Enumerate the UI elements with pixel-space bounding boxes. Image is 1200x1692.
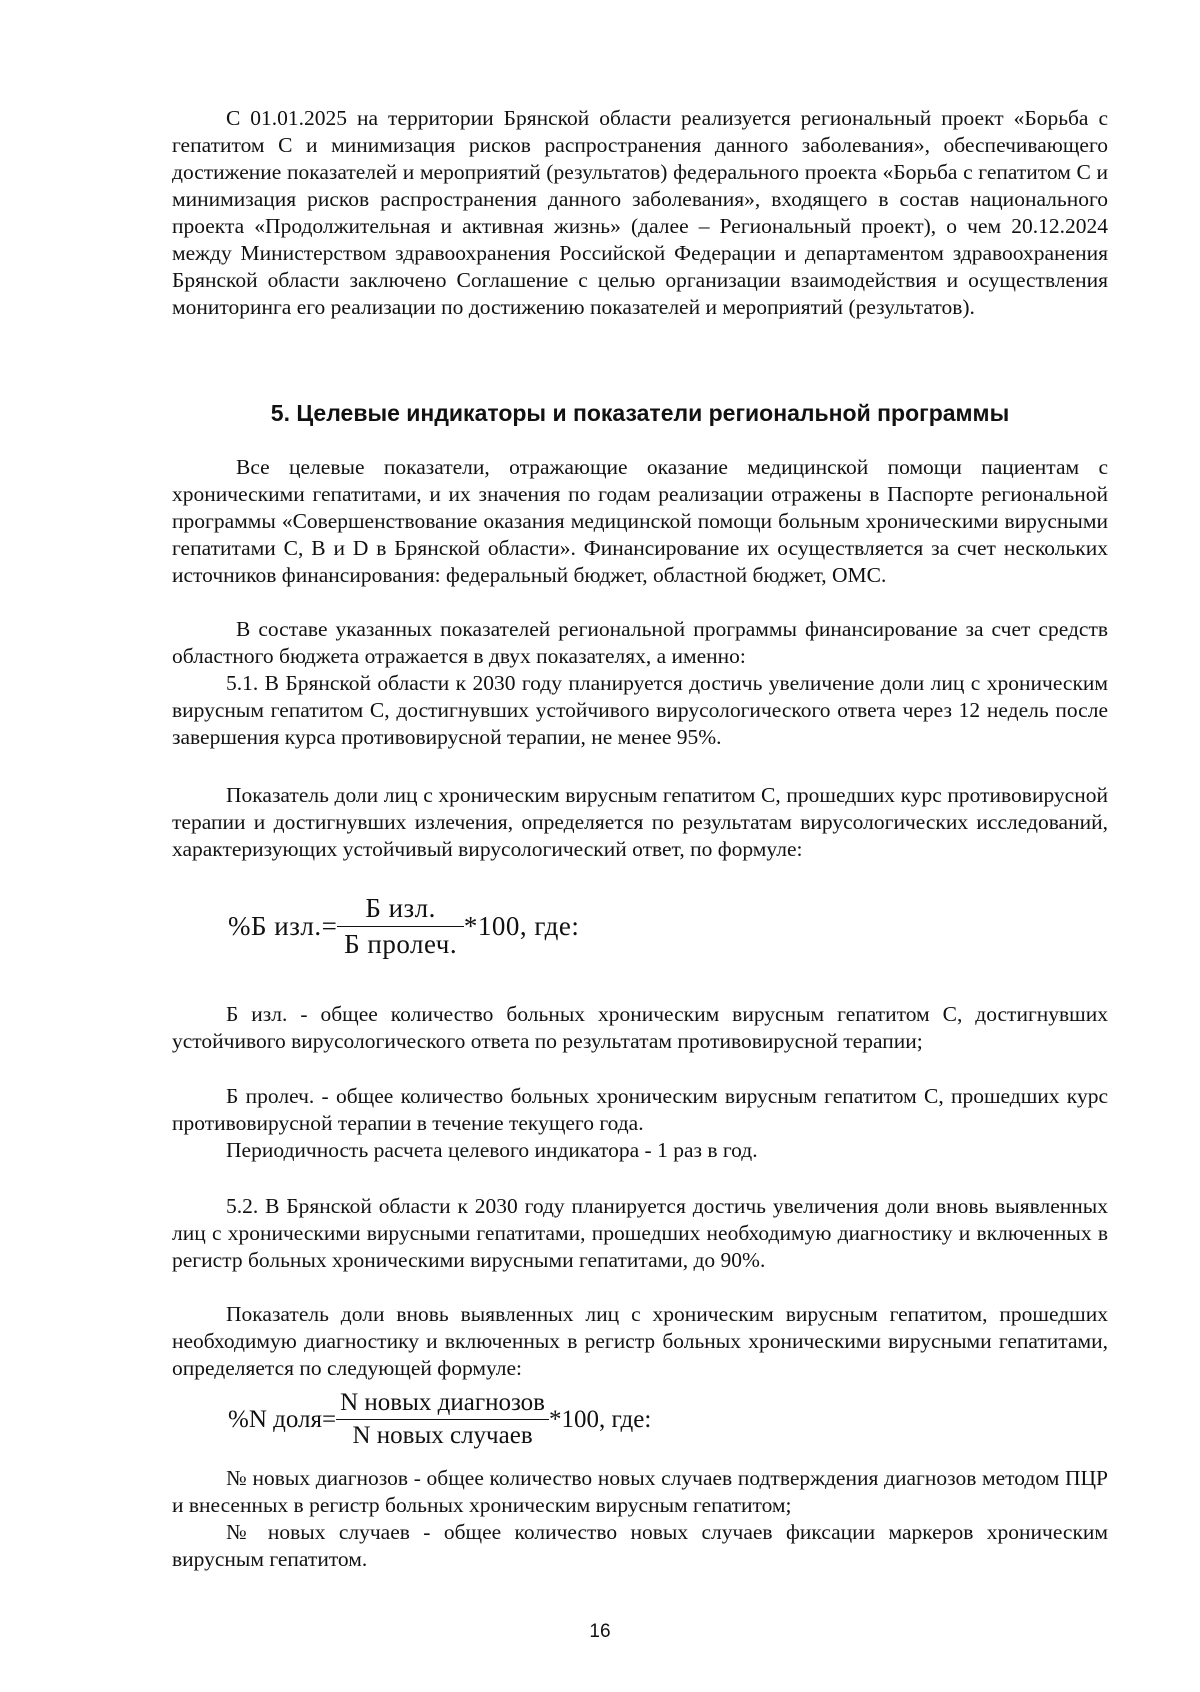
indicator-5-2-formula-intro: Показатель доли вновь выявленных лиц с хроническим вирусным гепатитом, прошедших необходимую диагностику и включенных в регистр больных хроническими вирусными гепатитами, определяется по следующей формуле: xyxy=(172,1302,1108,1380)
formula-new-fraction xyxy=(336,1389,549,1450)
indicator-5-2-paragraph: 5.2. В Брянской области к 2030 году планируется достичь увеличения доли вновь выявленных лиц с хроническими вирусными гепатитами, прошедших необходимую диагностику и включенных в регистр больных хроническими вирусными гепатитами, до 90%. xyxy=(172,1194,1108,1272)
definition-treated-paragraph: Б пролеч. - общее количество больных хроническим вирусным гепатитом С, прошедших курс противовирусной терапии в течение текущего года. xyxy=(172,1084,1108,1135)
formula-new-diagnoses-share xyxy=(228,1389,651,1450)
formula-new-lhs: %N доля= xyxy=(228,1405,337,1433)
formula-cured-share xyxy=(228,893,579,960)
formula-cured-denominator: Б пролеч. xyxy=(344,929,458,959)
periodicity-paragraph: Периодичность расчета целевого индикатора - 1 раз в год. xyxy=(226,1138,758,1162)
budget-paragraph: В составе указанных показателей региональной программы финансирование за счет средств областного бюджета отражается в двух показателях, а именно: xyxy=(172,617,1108,668)
definition-new-cases-paragraph: № новых случаев - общее количество новых случаев фиксации маркеров хроническим вирусным гепатитом. xyxy=(172,1520,1108,1571)
formula-new-rhs: *100, где: xyxy=(549,1405,652,1433)
formula-cured-numerator: Б изл. xyxy=(337,893,464,927)
indicator-5-1-paragraph: 5.1. В Брянской области к 2030 году планируется достичь увеличение доли лиц с хроническим вирусным гепатитом С, достигнувших устойчивого вирусологического ответа через 12 недель после завершения курса противовирусной терапии, не менее 95%. xyxy=(172,671,1108,749)
formula-new-denominator: N новых случаев xyxy=(352,1422,533,1449)
definition-new-diagnoses-paragraph: № новых диагнозов - общее количество новых случаев подтверждения диагнозов методом ПЦР и внесенных в регистр больных хроническим вирусным гепатитом; xyxy=(172,1466,1108,1517)
indicators-paragraph: Все целевые показатели, отражающие оказание медицинской помощи пациентам с хроническими гепатитами, и их значения по годам реализации отражены в Паспорте региональной программы «Совершенствование оказания медицинской помощи больным хроническими вирусными гепатитами С, В и D в Брянской области». Финансирование их осуществляется за счет нескольких источников финансирования: федеральный бюджет, областной бюджет, ОМС. xyxy=(172,455,1108,587)
formula-cured-rhs: *100, где: xyxy=(463,911,580,941)
formula-cured-lhs: %Б изл.= xyxy=(228,911,338,941)
definition-cured-paragraph: Б изл. - общее количество больных хроническим вирусным гепатитом С, достигнувших устойчивого вирусологического ответа по результатам противовирусной терапии; xyxy=(172,1002,1108,1053)
section-heading: 5. Целевые индикаторы и показатели региональной программы xyxy=(270,400,1010,426)
formula-new-numerator: N новых диагнозов xyxy=(336,1389,549,1420)
page-number: 16 xyxy=(589,1621,611,1642)
intro-paragraph: С 01.01.2025 на территории Брянской области реализуется региональный проект «Борьба с гепатитом С и минимизация рисков распространения данного заболевания», обеспечивающего достижение показателей и мероприятий (результатов) федерального проекта «Борьба с гепатитом С и минимизация рисков распространения данного заболевания», входящего в состав национального проекта «Продолжительная и активная жизнь» (далее – Региональный проект), о чем 20.12.2024 между Министерством здравоохранения Российской Федерации и департаментом здравоохранения Брянской области заключено Соглашение с целью организации взаимодействия и осуществления мониторинга его реализации по достижению показателей и мероприятий (результатов). xyxy=(172,106,1108,319)
formula-cured-fraction xyxy=(337,893,464,960)
indicator-5-1-formula-intro: Показатель доли лиц с хроническим вирусным гепатитом С, прошедших курс противовирусной терапии и достигнувших излечения, определяется по результатам вирусологических исследований, характеризующих устойчивый вирусологический ответ, по формуле: xyxy=(172,783,1108,861)
